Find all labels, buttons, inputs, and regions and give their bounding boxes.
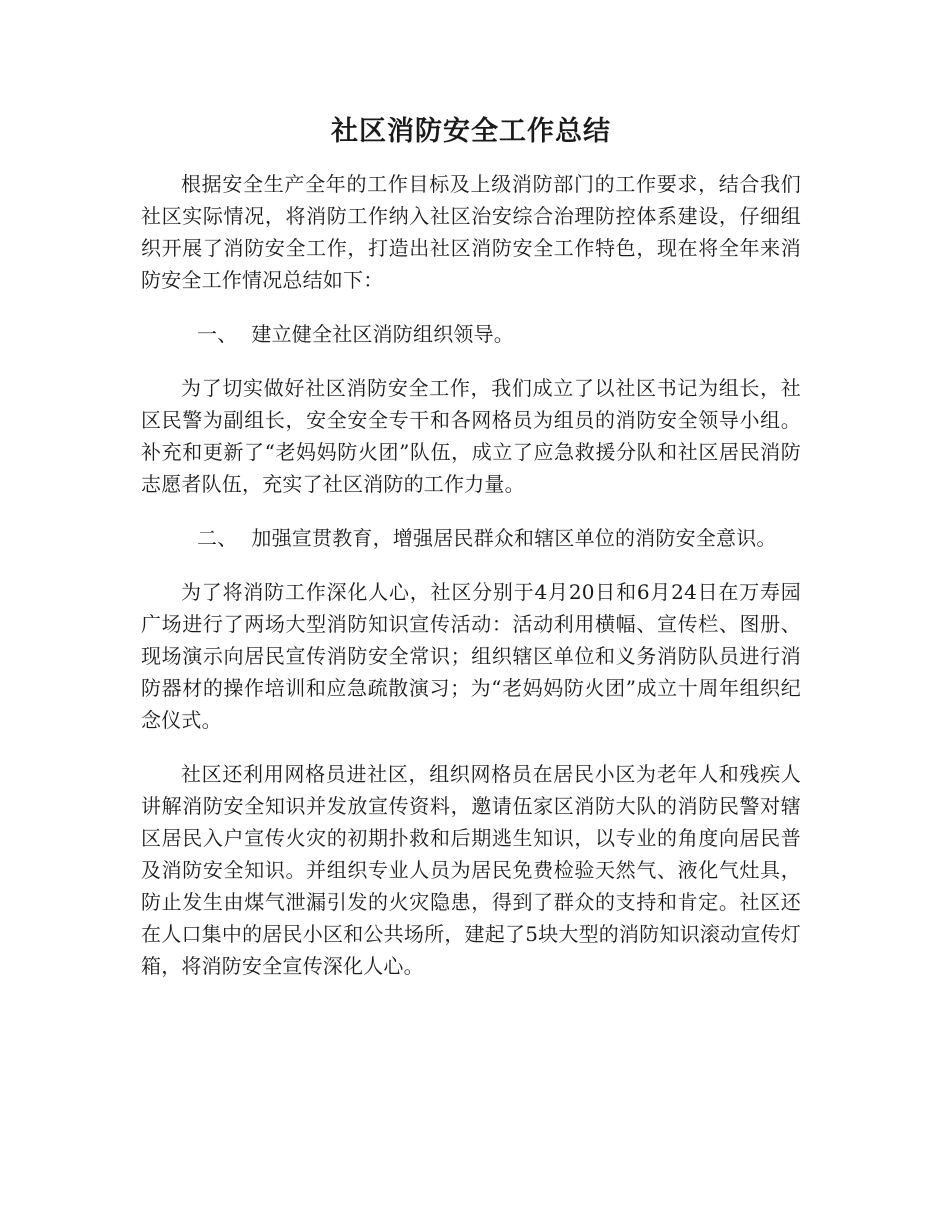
intro-paragraph: 根据安全生产全年的工作目标及上级消防部门的工作要求，结合我们社区实际情况，将消防工作纳入社区治安综合治理防控体系建设，仔细组织开展了消防安全工作，打造出社区消防安全工作特色，现在将全年来消防安全工作情况总结如下： xyxy=(141,172,801,292)
document-title: 社区消防安全工作总结 xyxy=(331,116,611,147)
document-page xyxy=(141,112,801,982)
section-1-heading xyxy=(141,318,801,350)
section-2-number: 二、 xyxy=(197,526,238,550)
section-2-heading-text: 加强宣贯教育，增强居民群众和辖区单位的消防安全意识。 xyxy=(251,526,777,550)
section-1-paragraph: 为了切实做好社区消防安全工作，我们成立了以社区书记为组长，社区民警为副组长，安全安全专干和各网格员为组员的消防安全领导小组。补充和更新了“老妈妈防火团”队伍，成立了应急救援分队和社区居民消防志愿者队伍，充实了社区消防的工作力量。 xyxy=(141,376,801,496)
section-1-number: 一、 xyxy=(197,322,238,346)
section-2-paragraph-1: 为了将消防工作深化人心，社区分别于4月20日和6月24日在万寿园广场进行了两场大型消防知识宣传活动：活动利用横幅、宣传栏、图册、现场演示向居民宣传消防安全常识；组织辖区单位和义务消防队员进行消防器材的操作培训和应急疏散演习；为“老妈妈防火团”成立十周年组织纪念仪式。 xyxy=(141,580,801,732)
section-2-heading xyxy=(141,522,801,554)
section-2-paragraph-2: 社区还利用网格员进社区，组织网格员在居民小区为老年人和残疾人讲解消防安全知识并发放宣传资料，邀请伍家区消防大队的消防民警对辖区居民入户宣传火灾的初期扑救和后期逃生知识，以专业的角度向居民普及消防安全知识。并组织专业人员为居民免费检验天然气、液化气灶具，防止发生由煤气泄漏引发的火灾隐患，得到了群众的支持和肯定。社区还在人口集中的居民小区和公共场所，建起了5块大型的消防知识滚动宣传灯箱，将消防安全宣传深化人心。 xyxy=(141,762,801,978)
section-1-heading-text: 建立健全社区消防组织领导。 xyxy=(251,322,515,346)
